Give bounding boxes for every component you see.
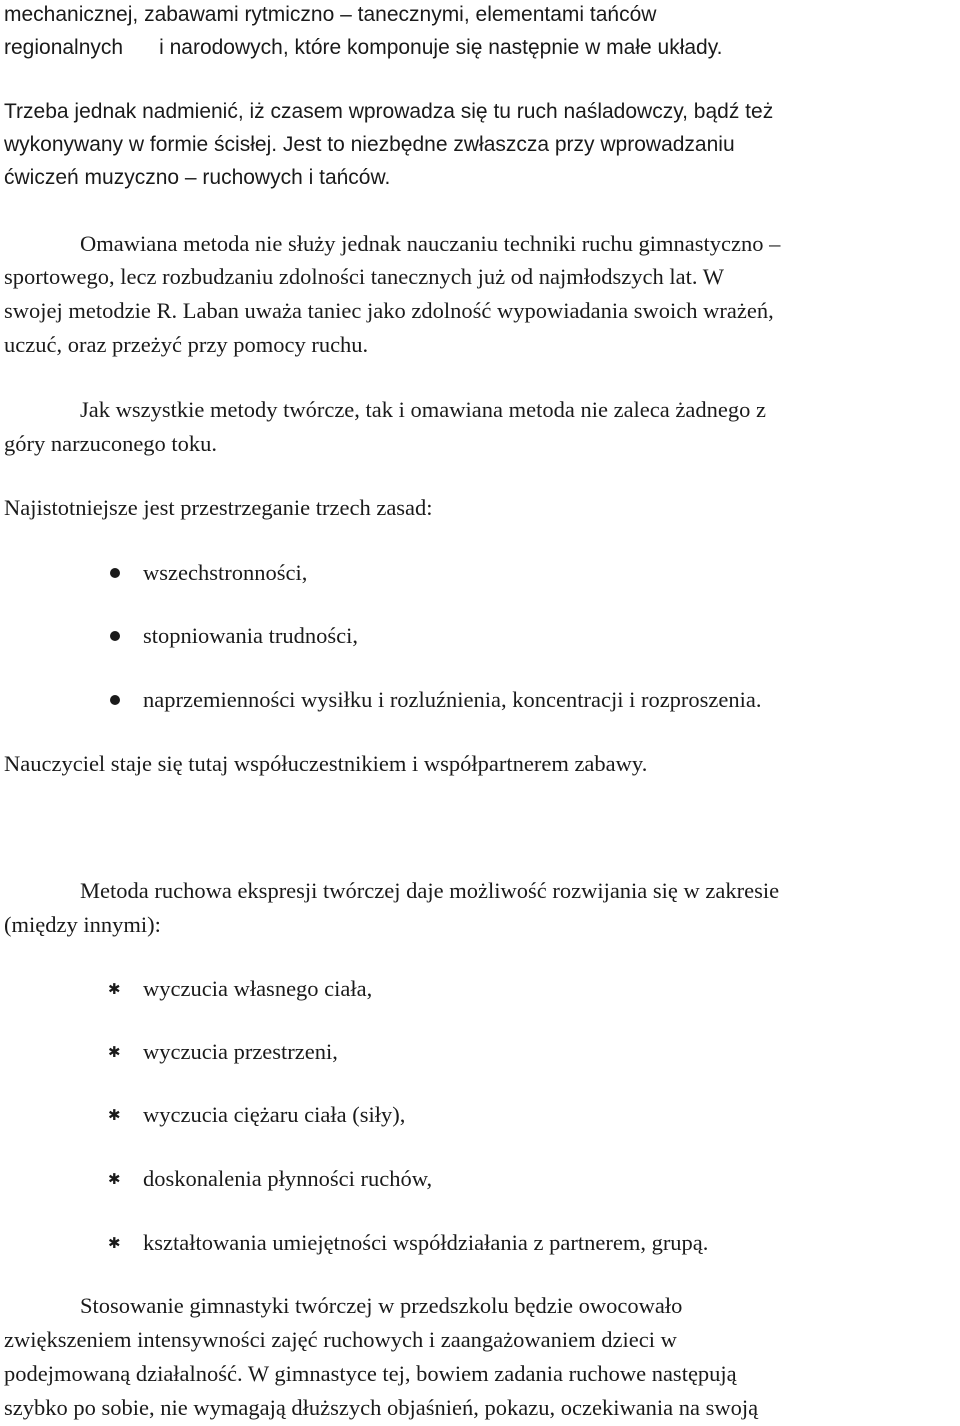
six-point-star-bullet-icon: ✱ — [108, 1236, 121, 1252]
text-fragment: i narodowych, które komponuje się następnie w małe układy. — [159, 36, 723, 59]
text-line: (między innymi): — [4, 912, 161, 937]
text-line: Trzeba jednak nadmienić, iż czasem wprowadza się tu ruch naśladowczy, bądź też — [4, 100, 774, 123]
text-line: Metoda ruchowa ekspresji twórczej daje możliwość rozwijania się w zakresie — [80, 878, 780, 903]
text-line: uczuć, oraz przeżyć przy pomocy ruchu. — [4, 332, 369, 357]
text-line — [4, 33, 723, 63]
text-line: ćwiczeń muzyczno – ruchowych i tańców. — [4, 166, 391, 189]
list-item-text: wyczucia własnego ciała, — [143, 976, 373, 1001]
text-line: szybko po sobie, nie wymagają dłuższych objaśnień, pokazu, oczekiwania na swoją — [4, 1395, 759, 1420]
list-item-text: stopniowania trudności, — [143, 623, 358, 648]
list-item-text: naprzemienności wysiłku i rozluźnienia, koncentracji i rozproszenia. — [143, 687, 762, 712]
text-line: Omawiana metoda nie służy jednak nauczaniu techniki ruchu gimnastyczno – — [80, 231, 781, 256]
text-line: wykonywany w formie ścisłej. Jest to niezbędne zwłaszcza przy wprowadzaniu — [4, 133, 735, 156]
six-point-star-bullet-icon: ✱ — [108, 1108, 121, 1124]
list-item-text: wszechstronności, — [143, 560, 308, 585]
text-fragment: regionalnych — [4, 36, 124, 59]
list-item-text: kształtowania umiejętności współdziałania z partnerem, grupą. — [143, 1230, 709, 1255]
text-line: mechanicznej, zabawami rytmiczno – tanecznymi, elementami tańców — [4, 3, 657, 26]
list-item-text: wyczucia przestrzeni, — [143, 1039, 338, 1064]
text-line: Jak wszystkie metody twórcze, tak i omawiana metoda nie zaleca żadnego z — [80, 397, 766, 422]
text-line: zwiększeniem intensywności zajęć ruchowych i zaangażowaniem dzieci w — [4, 1327, 677, 1352]
text-line: góry narzuconego toku. — [4, 431, 218, 456]
filled-circle-bullet-icon — [110, 695, 120, 705]
text-line: Nauczyciel staje się tutaj współuczestnikiem i współpartnerem zabawy. — [4, 751, 648, 776]
filled-circle-bullet-icon — [110, 568, 120, 578]
text-line: sportowego, lecz rozbudzaniu zdolności tanecznych już od najmłodszych lat. W — [4, 264, 724, 289]
text-line: Stosowanie gimnastyki twórczej w przedszkolu będzie owocowało — [80, 1293, 683, 1318]
list-item-text: wyczucia ciężaru ciała (siły), — [143, 1102, 406, 1127]
text-line: swojej metodzie R. Laban uważa taniec jako zdolność wypowiadania swoich wrażeń, — [4, 298, 774, 323]
text-line: podejmowaną działalność. W gimnastyce tej, bowiem zadania ruchowe następują — [4, 1361, 737, 1386]
six-point-star-bullet-icon: ✱ — [108, 1045, 121, 1061]
text-line: Najistotniejsze jest przestrzeganie trzech zasad: — [4, 495, 433, 520]
six-point-star-bullet-icon: ✱ — [108, 1172, 121, 1188]
filled-circle-bullet-icon — [110, 631, 120, 641]
list-item-text: doskonalenia płynności ruchów, — [143, 1166, 433, 1191]
six-point-star-bullet-icon: ✱ — [108, 982, 121, 998]
